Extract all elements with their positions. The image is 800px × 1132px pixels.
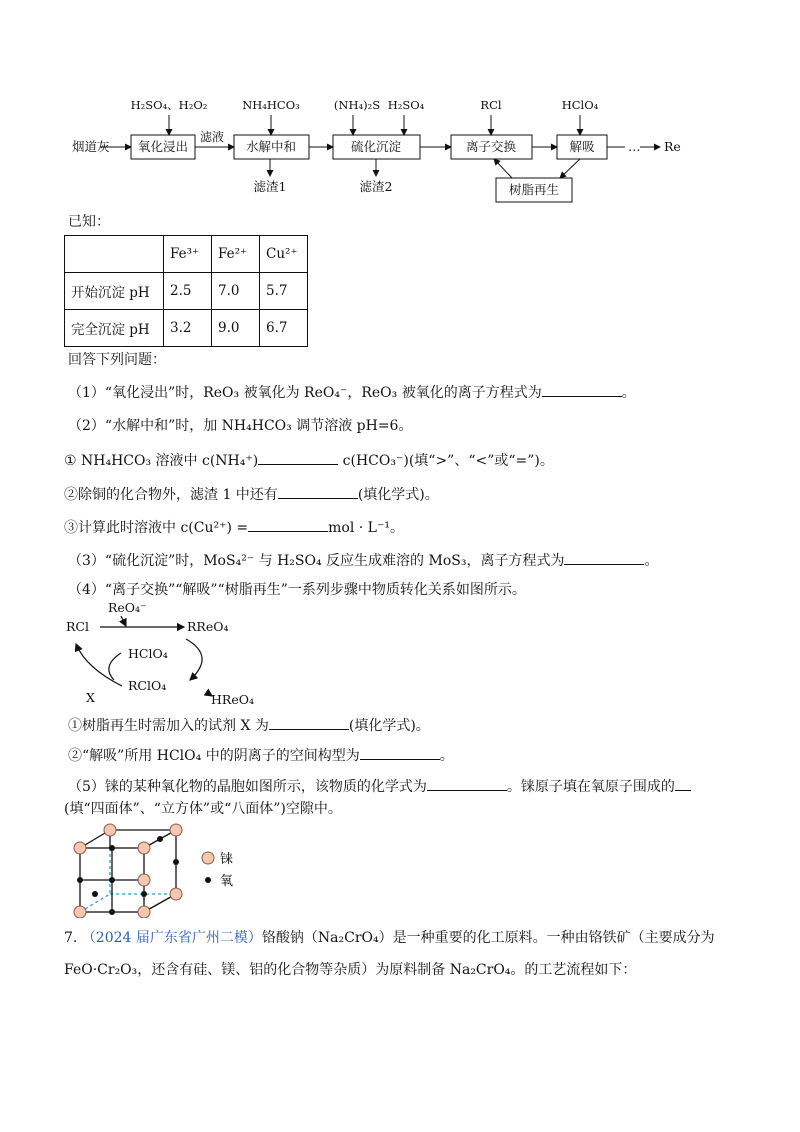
table-cell: 5.7 [260,273,308,310]
re-atom [74,842,86,854]
flow-box-label: 硫化沉淀 [350,139,402,154]
table-cell: 3.2 [164,310,212,347]
question-text: 。铼原子填在氧原子围成的 [506,779,675,795]
questions-intro: 回答下列问题： [68,352,166,368]
flow-input: H₂SO₄、H₂O₂ [130,98,208,112]
flow-input: HClO₄ [561,98,599,112]
question-5 [68,776,691,797]
answer-blank[interactable] [542,382,622,397]
question-2: （2）“水解中和”时，加 NH₄HCO₃ 调节溶液 pH=6。 [68,418,413,434]
question-text: ①树脂再生时需加入的试剂 X 为 [68,718,269,734]
question-2-2 [64,484,439,505]
ph-table [64,235,308,347]
flow-input: H₂SO₄ [387,98,425,112]
question-text: （3）“硫化沉淀”时，MoS₄²⁻ 与 H₂SO₄ 反应生成难溶的 MoS₃，离子方程式为 [68,553,565,569]
question-4: （4）“离子交换”“解吸”“树脂再生”一系列步骤中物质转化关系如图所示。 [68,582,526,598]
question-text: ③计算此时溶液中 c(Cu²⁺) = [64,520,249,536]
cycle-reo4: ReO₄⁻ [108,600,147,615]
table-cell: Fe³⁺ [164,236,212,273]
question-number: 7. [64,930,78,946]
question-2-1 [64,450,554,471]
cycle-hreo4: HReO₄ [211,692,254,707]
cycle-x: X [86,690,95,705]
question-4-1 [68,715,430,736]
o-atom [157,836,163,842]
o-atom [173,859,179,865]
flow-start: 烟道灰 [72,139,110,154]
flow-output: 滤渣2 [359,179,393,194]
answer-blank[interactable] [248,517,328,532]
o-atom [109,909,115,915]
legend-o-label: 氧 [220,874,234,889]
table-cell: 2.5 [164,273,212,310]
source-link[interactable]: （2024 届广东省广州二模） [81,930,262,946]
re-atom [170,824,182,836]
table-cell: 完全沉淀 pH [65,310,164,347]
question-text: 铬酸钠（Na₂CrO₄）是一种重要的化工原料。一种由铬铁矿（主要成分为 [261,930,715,946]
answer-blank[interactable] [258,450,338,465]
flow-input: RCl [480,98,502,112]
question-4-2 [68,745,454,766]
answer-blank[interactable] [269,715,349,730]
question-text: ②“解吸”所用 HClO₄ 中的阴离子的空间构型为 [68,748,360,764]
re-atom [138,906,150,918]
question-2-3 [64,517,404,538]
question-5-cont: (填“四面体”、“立方体”或“八面体”)空隙中。 [64,801,342,817]
table-cell: 9.0 [212,310,260,347]
flow-box-label: 解吸 [569,139,595,154]
flow-input: (NH₄)₂S [333,98,381,112]
legend-re-marker [202,852,214,864]
table-cell: 7.0 [212,273,260,310]
answer-blank[interactable] [675,776,691,791]
flow-box-label: 树脂再生 [508,182,560,197]
question-text: (填化学式)。 [357,487,439,503]
question-text: (填化学式)。 [348,718,430,734]
table-cell: 6.7 [260,310,308,347]
table-cell: Cu²⁺ [260,236,308,273]
o-atom [77,877,83,883]
cycle-hclo4: HClO₄ [128,646,168,661]
answer-blank[interactable] [564,550,644,565]
question-7-cont: FeO·Cr₂O₃，还含有硅、镁、铝的化合物等杂质）为原料制备 Na₂CrO₄。的工艺流程如下： [64,962,637,978]
legend-re-label: 铼 [220,852,234,867]
process-flow-diagram [0,0,800,215]
question-3 [68,550,658,571]
cycle-rclo4: RClO₄ [128,678,167,693]
question-text: c(HCO₃⁻)(填“>”、“<”或“=”)。 [342,453,554,469]
flow-ellipsis: … [628,139,641,154]
question-text: （1）“氧化浸出”时，ReO₃ 被氧化为 ReO₄⁻，ReO₃ 被氧化的离子方程式为 [68,385,542,401]
question-text: （5）铼的某种氧化物的晶胞如图所示，该物质的化学式为 [68,779,427,795]
re-atom [138,842,150,854]
flow-box-label: 水解中和 [245,139,297,154]
answer-blank[interactable] [360,745,440,760]
known-label: 已知： [68,214,110,230]
table-header-row [65,236,308,273]
resin-cycle-diagram [66,598,276,710]
unit-cell-diagram [66,822,256,918]
table-row [65,273,308,310]
question-text: mol · L⁻¹。 [328,520,404,536]
o-atom [109,877,115,883]
table-cell: Fe²⁺ [212,236,260,273]
o-atom [141,891,147,897]
answer-blank[interactable] [427,776,507,791]
question-text: ① NH₄HCO₃ 溶液中 c(NH₄⁺) [64,453,259,469]
flow-input: NH₄HCO₃ [242,98,300,112]
flow-end: Re [664,139,681,154]
cycle-rcl: RCl [66,619,89,634]
flow-box-label: 氧化浸出 [137,139,189,154]
answer-blank[interactable] [278,484,358,499]
re-atom [104,824,116,836]
flow-edge-label: 滤液 [200,130,225,144]
table-cell: 开始沉淀 pH [65,273,164,310]
re-atom [138,874,150,886]
table-row [65,310,308,347]
cycle-rreo4: RReO₄ [187,619,229,634]
question-text: 。 [439,748,454,764]
flow-output: 滤渣1 [253,179,287,194]
question-text: 。 [621,385,636,401]
table-cell [65,236,164,273]
question-text: 。 [644,553,659,569]
flow-box-label: 离子交换 [465,139,517,154]
re-atom [170,888,182,900]
legend-o-marker [205,877,211,883]
o-atom [109,845,115,851]
re-atom [74,906,86,918]
o-atom [92,891,98,897]
question-text: ②除铜的化合物外，滤渣 1 中还有 [64,487,278,503]
question-7 [64,928,715,948]
question-1 [68,382,636,403]
